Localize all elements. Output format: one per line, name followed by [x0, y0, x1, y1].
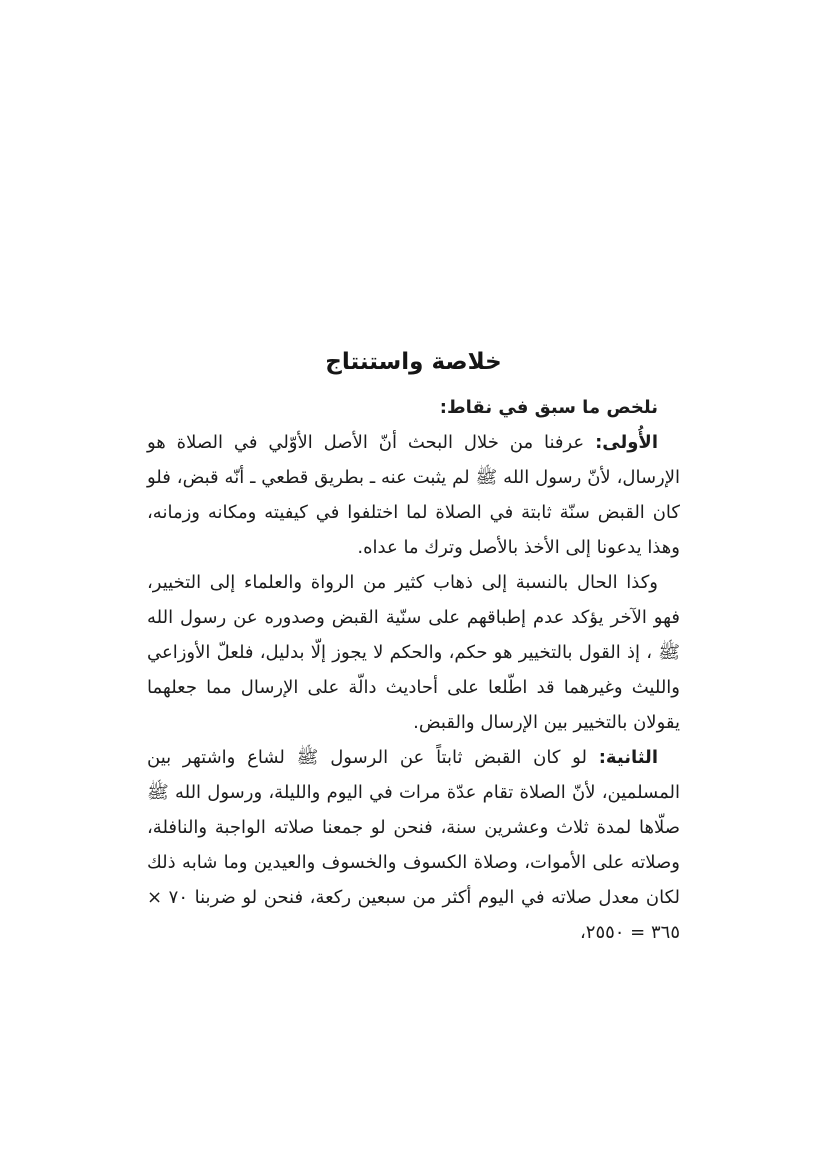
paragraph-third: [147, 740, 680, 950]
paragraph-lead: الأُولى:: [595, 432, 658, 453]
paragraph-second: [147, 565, 680, 740]
intro-line: نلخص ما سبق في نقاط:: [439, 397, 658, 418]
section-title: خلاصة واستنتاج: [325, 349, 502, 375]
paragraph-lead: الثانية:: [598, 747, 658, 768]
paragraph-first: [147, 425, 680, 565]
paragraph-text: وكذا الحال بالنسبة إلى ذهاب كثير من الرواة والعلماء إلى التخيير، فهو الآخر يؤكد عدم إطباقهم على سنّية القبض وصدوره عن رسول الله ﷺ ، إذ القول بالتخيير هو حكم، والحكم لا يجوز إلّا بدليل، فلعلّ الأوزاعي والليث وغيرهما قد اطّلعا على أحاديث دالّة على الإرسال مما جعلهما يقولان بالتخيير بين الإرسال والقبض.: [147, 572, 680, 733]
text-block: [147, 346, 680, 950]
paragraph-text: لو كان القبض ثابتاً عن الرسول ﷺ لشاع واشتهر بين المسلمين، لأنّ الصلاة تقام عدّة مرات في اليوم والليلة، ورسول الله ﷺ صلّاها لمدة ثلاث وعشرين سنة، فنحن لو جمعنا صلاته الواجبة والنافلة، وصلاته على الأموات، وصلاة الكسوف والخسوف والعيدين وما شابه ذلك لكان معدل صلاته في اليوم أكثر من سبعين ركعة، فنحن لو ضربنا ٧٠ × ٣٦٥ = ٢٥٥٠،: [147, 747, 680, 943]
paragraph-text: عرفنا من خلال البحث أنّ الأصل الأوّلي في الصلاة هو الإرسال، لأنّ رسول الله ﷺ لم يثبت عنه ـ بطريق قطعي ـ أنّه قبض، فلو كان القبض سنّة ثابتة في الصلاة لما اختلفوا في كيفيته ومكانه وزمانه، وهذا يدعونا إلى الأخذ بالأصل وترك ما عداه.: [147, 432, 680, 558]
